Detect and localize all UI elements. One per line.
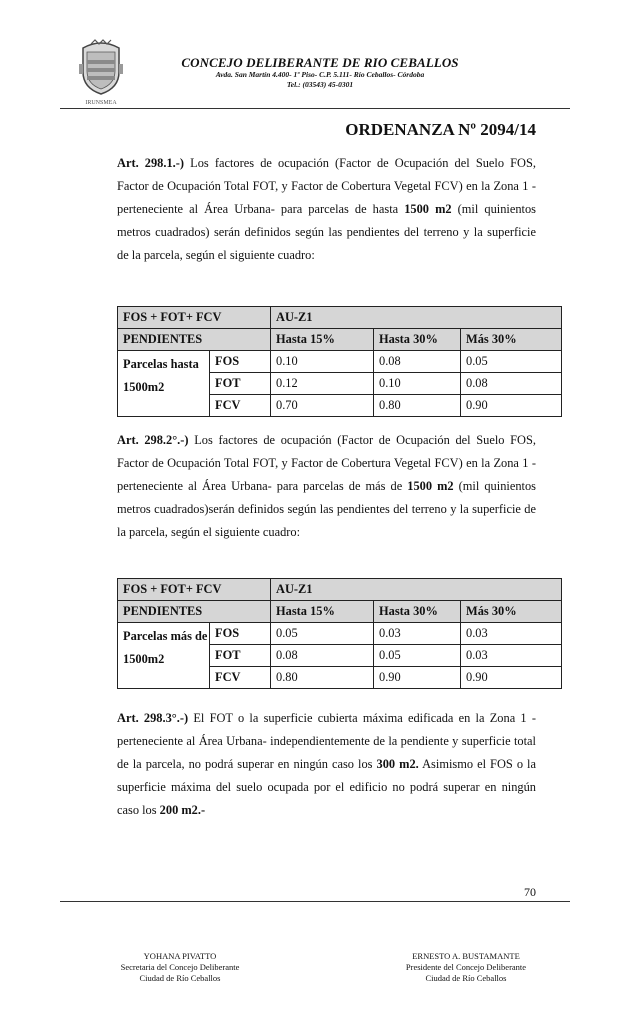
column-header: Hasta 15% bbox=[271, 601, 374, 623]
signer-name: ERNESTO A. BUSTAMANTE bbox=[412, 951, 520, 961]
factor-label: FOS bbox=[210, 623, 271, 645]
parcel-size-label: Parcelas hasta 1500m2 bbox=[118, 351, 210, 417]
table-cell: 0.12 bbox=[271, 373, 374, 395]
parcel-size-label: Parcelas más de 1500m2 bbox=[118, 623, 210, 689]
header-zone: AU-Z1 bbox=[271, 307, 562, 329]
header-slopes: PENDIENTES bbox=[118, 329, 271, 351]
header-slopes: PENDIENTES bbox=[118, 601, 271, 623]
factor-label: FOT bbox=[210, 645, 271, 667]
factor-label: FCV bbox=[210, 395, 271, 417]
column-header: Hasta 30% bbox=[374, 601, 461, 623]
table-cell: 0.10 bbox=[374, 373, 461, 395]
table-cell: 0.05 bbox=[461, 351, 562, 373]
column-header: Más 30% bbox=[461, 601, 562, 623]
table-cell: 0.08 bbox=[461, 373, 562, 395]
table-row bbox=[118, 623, 562, 645]
footer-divider bbox=[60, 901, 570, 902]
table-cell: 0.03 bbox=[461, 645, 562, 667]
municipal-crest-logo bbox=[77, 38, 125, 96]
signer-place: Ciudad de Río Ceballos bbox=[425, 973, 507, 983]
header-factors: FOS + FOT+ FCV bbox=[118, 307, 271, 329]
factor-label: FOS bbox=[210, 351, 271, 373]
table-row bbox=[118, 351, 562, 373]
signature-secretary bbox=[80, 951, 280, 984]
signature-president bbox=[366, 951, 566, 984]
article-label: Art. 298.1.-) bbox=[117, 156, 185, 170]
table-cell: 0.05 bbox=[374, 645, 461, 667]
column-header: Hasta 30% bbox=[374, 329, 461, 351]
table-cell: 0.03 bbox=[374, 623, 461, 645]
council-name: CONCEJO DELIBERANTE DE RIO CEBALLOS bbox=[181, 55, 459, 70]
header-factors: FOS + FOT+ FCV bbox=[118, 579, 271, 601]
occupancy-table-up-to-1500 bbox=[117, 306, 562, 417]
area-value: 1500 m2 bbox=[404, 202, 452, 216]
article-298-2: Art. 298.2°.-) Los factores de ocupación (Factor de Ocupación del Suelo FOS, Factor de Ocupación Total FOT, y Factor de Cobertura Vegetal FCV) en la Zona 1 -perteneciente al Área Urbana- para parcelas de más de 1500 m2 (mil quinientos metros cuadrados)serán definidos según las pendientes del terreno y la superficie de la parcela, según el siguiente cuadro: bbox=[117, 433, 536, 539]
article-298-3: Art. 298.3°.-) El FOT o la superficie cubierta máxima edificada en la Zona 1 -perteneciente al Área Urbana- independientemente de la pendiente y superficie total de la parcela, no podrá superar en ningún caso los 300 m2. Asimismo el FOS o la superficie máxima del suelo ocupada por el edificio no podrá superar en ningún caso los 200 m2.- bbox=[117, 711, 536, 817]
table-cell: 0.70 bbox=[271, 395, 374, 417]
column-header: Más 30% bbox=[461, 329, 562, 351]
council-address: Avda. San Martín 4.400- 1º Piso- C.P. 5.111- Río Ceballos- Córdoba bbox=[215, 70, 425, 79]
table-cell: 0.90 bbox=[374, 667, 461, 689]
table-cell: 0.10 bbox=[271, 351, 374, 373]
article-label: Art. 298.3°.-) bbox=[117, 711, 189, 725]
occupancy-table-over-1500 bbox=[117, 578, 562, 689]
council-phone: Tel.: (03543) 45-0301 bbox=[286, 80, 354, 89]
header-zone: AU-Z1 bbox=[271, 579, 562, 601]
signer-name: YOHANA PIVATTO bbox=[143, 951, 217, 961]
area-value: 200 m2.- bbox=[159, 803, 206, 817]
header-divider bbox=[60, 108, 570, 109]
crest-caption: IRUNSMEA bbox=[85, 100, 117, 106]
table-cell: 0.80 bbox=[271, 667, 374, 689]
area-value: 300 m2. bbox=[376, 757, 419, 771]
factor-label: FCV bbox=[210, 667, 271, 689]
column-header: Hasta 15% bbox=[271, 329, 374, 351]
table-cell: 0.08 bbox=[271, 645, 374, 667]
table-cell: 0.08 bbox=[374, 351, 461, 373]
signer-place: Ciudad de Río Ceballos bbox=[139, 973, 221, 983]
page-number: 70 bbox=[524, 885, 536, 899]
ordinance-title: ORDENANZA Nº 2094/14 bbox=[345, 120, 536, 139]
article-label: Art. 298.2°.-) bbox=[117, 433, 189, 447]
table-cell: 0.05 bbox=[271, 623, 374, 645]
signer-role: Presidente del Concejo Deliberante bbox=[405, 962, 527, 972]
article-298-1: Art. 298.1.-) Los factores de ocupación (Factor de Ocupación del Suelo FOS, Factor de Ocupación Total FOT, y Factor de Cobertura Vegetal FCV) en la Zona 1 -perteneciente al Área Urbana- para parcelas de hasta 1500 m2 (mil quinientos metros cuadrados) serán definidos según las pendientes del terreno y la superficie de la parcela, según el siguiente cuadro: bbox=[117, 156, 536, 262]
factor-label: FOT bbox=[210, 373, 271, 395]
table-cell: 0.90 bbox=[461, 667, 562, 689]
table-cell: 0.03 bbox=[461, 623, 562, 645]
table-cell: 0.90 bbox=[461, 395, 562, 417]
area-value: 1500 m2 bbox=[407, 479, 454, 493]
signer-role: Secretaria del Concejo Deliberante bbox=[120, 962, 240, 972]
table-cell: 0.80 bbox=[374, 395, 461, 417]
